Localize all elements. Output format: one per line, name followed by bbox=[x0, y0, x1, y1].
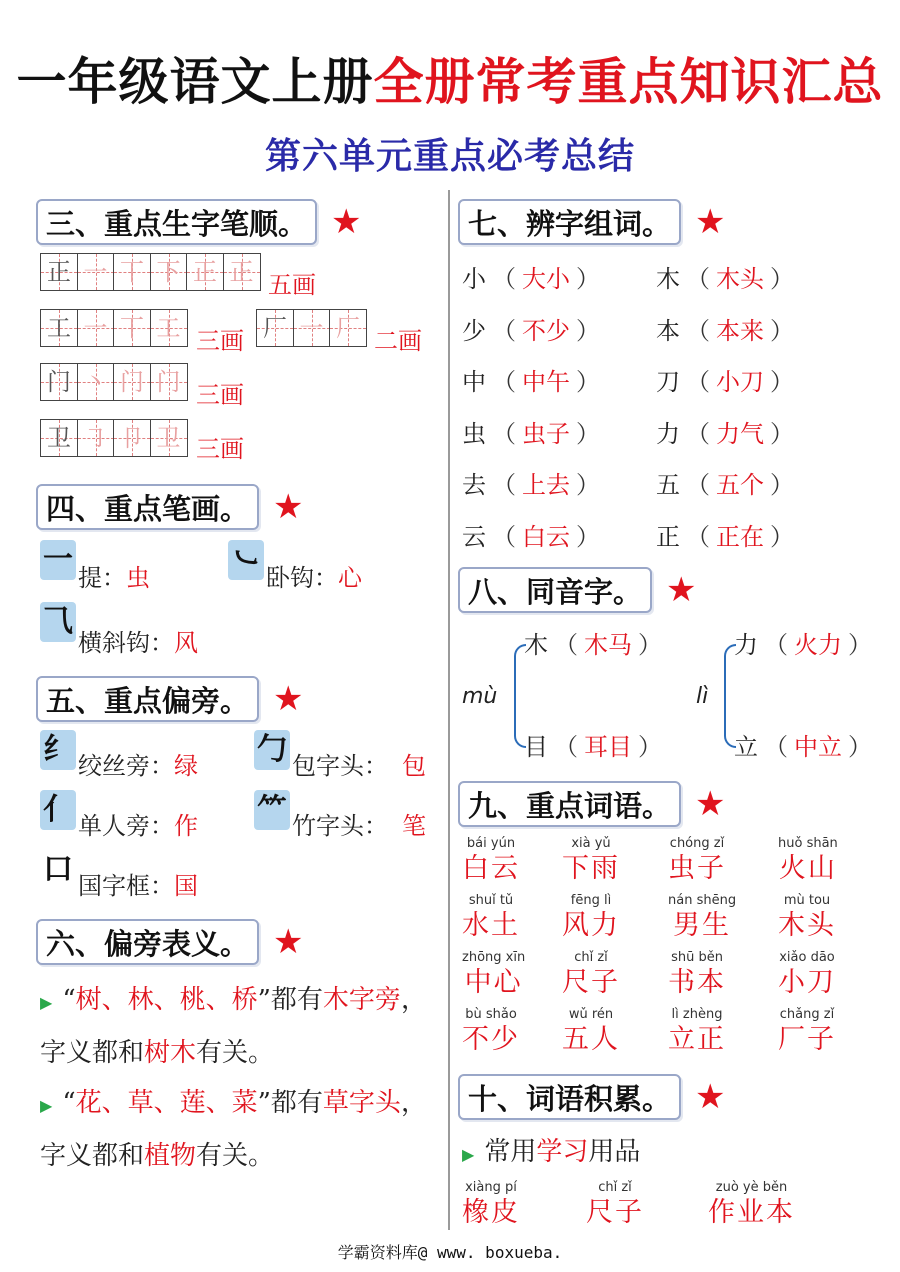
distinguish-pair: 正 （ 正在 ） bbox=[656, 522, 794, 551]
footer-watermark: 学霸资料库@ www. boxueba. bbox=[337, 1243, 563, 1262]
grid-cell: 门 bbox=[150, 363, 188, 401]
stroke-label: 卧钩：心 bbox=[266, 564, 362, 592]
page-subtitle: 第六单元重点必考总结 bbox=[264, 136, 635, 177]
title-part-2: 全册常考重点知识汇总 bbox=[373, 53, 884, 111]
grid-cell: 厂 bbox=[256, 309, 294, 347]
stroke-grid-wei bbox=[40, 419, 186, 457]
section-8-title: 八、同音字。 bbox=[458, 567, 652, 613]
stroke-grid-gong bbox=[40, 309, 186, 347]
radical-guozi-icon: 口 bbox=[40, 850, 76, 890]
key-word: shuǐ tǔ 水土 bbox=[462, 893, 520, 941]
radical-jiaosi-icon: 纟 bbox=[40, 730, 76, 770]
grid-cell: 一 bbox=[293, 309, 331, 347]
star-icon: ★ bbox=[273, 487, 304, 527]
stroke-count: 三画 bbox=[196, 381, 244, 409]
accumulate-word: zuò yè běn 作业本 bbox=[708, 1180, 795, 1228]
triangle-bullet-icon: ▶ bbox=[40, 993, 53, 1012]
accumulate-intro: ▶ 常用学习用品 bbox=[462, 1137, 641, 1167]
meaning-paragraph-2: ▶ “花、草、莲、菜”都有草字头，字义都和植物有关。 bbox=[40, 1088, 427, 1171]
star-icon: ★ bbox=[273, 922, 304, 962]
meaning-paragraph-1: ▶ “树、林、桃、桥”都有木字旁，字义都和树木有关。 bbox=[40, 985, 427, 1068]
homophone-pinyin: mù bbox=[462, 684, 498, 709]
key-word: mù tou 木头 bbox=[778, 893, 836, 941]
key-word: lì zhèng 立正 bbox=[668, 1007, 726, 1055]
distinguish-pair: 小 （ 大小 ） bbox=[462, 265, 600, 293]
key-word: chóng zǐ 虫子 bbox=[668, 836, 726, 884]
key-word: zhōng xīn 中心 bbox=[462, 950, 526, 998]
key-word: wǔ rén 五人 bbox=[562, 1007, 620, 1055]
section-10-header bbox=[458, 1075, 726, 1119]
section-9-header bbox=[458, 782, 726, 826]
key-word: nán shēng 男生 bbox=[668, 893, 737, 941]
stroke-hengxiegou-icon: ⺄ bbox=[40, 602, 76, 642]
radical-baozi-icon: 勹 bbox=[254, 730, 290, 770]
title-part-1: 一年级语文上册 bbox=[16, 53, 374, 111]
homophone-pair: 立 （ 中立 ） bbox=[734, 733, 872, 761]
grid-cell: 工 bbox=[40, 309, 78, 347]
key-word: bái yún 白云 bbox=[462, 836, 520, 884]
radical-label: 绞丝旁：绿 bbox=[78, 752, 198, 780]
key-word: bù shǎo 不少 bbox=[462, 1007, 520, 1055]
key-word: shū běn 书本 bbox=[668, 950, 726, 998]
stroke-grid-chang bbox=[256, 309, 366, 347]
column-divider bbox=[448, 190, 450, 1230]
section-7-title: 七、辨字组词。 bbox=[458, 199, 681, 245]
stroke-grid-men bbox=[40, 363, 186, 401]
homophone-pair: 木 （ 木马 ） bbox=[524, 631, 662, 659]
distinguish-pair: 去 （ 上去 ） bbox=[462, 471, 600, 499]
distinguish-pair: 虫 （ 虫子 ） bbox=[462, 419, 600, 448]
grid-cell: 卫 bbox=[150, 419, 188, 457]
stroke-count: 三画 bbox=[196, 327, 244, 355]
grid-cell: 一 bbox=[77, 309, 115, 347]
distinguish-pair: 本 （ 本来 ） bbox=[656, 316, 794, 345]
grid-cell: 门 bbox=[113, 363, 151, 401]
star-icon: ★ bbox=[695, 202, 726, 242]
distinguish-pair: 刀 （ 小刀 ） bbox=[656, 368, 794, 396]
star-icon: ★ bbox=[273, 679, 304, 719]
grid-cell: 丅 bbox=[113, 309, 151, 347]
grid-cell: 正 bbox=[40, 253, 78, 291]
distinguish-pair: 云 （ 白云 ） bbox=[462, 522, 600, 551]
section-6-header bbox=[36, 920, 304, 964]
stroke-count: 五画 bbox=[268, 271, 316, 299]
key-word: chǐ zǐ 尺子 bbox=[562, 950, 620, 998]
radical-label: 竹字头： 笔 bbox=[292, 812, 426, 840]
star-icon: ★ bbox=[695, 784, 726, 824]
star-icon: ★ bbox=[331, 202, 362, 242]
accumulate-word: xiàng pí 橡皮 bbox=[462, 1180, 520, 1228]
homophone-pinyin: lì bbox=[696, 684, 709, 709]
distinguish-pair: 少 （ 不少 ） bbox=[462, 316, 600, 345]
grid-cell: 正 bbox=[223, 253, 261, 291]
homophone-pair: 力 （ 火力 ） bbox=[734, 631, 872, 659]
grid-cell: 丅 bbox=[113, 253, 151, 291]
grid-cell: 下 bbox=[150, 253, 188, 291]
key-word: chǎng zǐ 厂子 bbox=[778, 1007, 836, 1055]
distinguish-pair: 五 （ 五个 ） bbox=[656, 471, 794, 499]
triangle-bullet-icon: ▶ bbox=[462, 1145, 475, 1164]
key-word: fēng lì 风力 bbox=[562, 893, 620, 941]
grid-cell: 一 bbox=[77, 253, 115, 291]
page-title bbox=[0, 52, 900, 112]
section-8-header bbox=[458, 568, 697, 612]
section-5-header bbox=[36, 677, 304, 721]
radical-zhuzi-icon: ⺮ bbox=[254, 790, 290, 830]
stroke-label: 横斜钩：风 bbox=[78, 629, 198, 657]
key-word: huǒ shān 火山 bbox=[778, 836, 838, 884]
radical-label: 单人旁：作 bbox=[78, 812, 198, 840]
grid-cell: 卩 bbox=[113, 419, 151, 457]
triangle-bullet-icon: ▶ bbox=[40, 1096, 53, 1115]
section-4-title: 四、重点笔画。 bbox=[36, 484, 259, 530]
star-icon: ★ bbox=[695, 1077, 726, 1117]
grid-cell: ㇆ bbox=[77, 419, 115, 457]
section-3-header bbox=[36, 200, 362, 244]
homophone-pair: 目 （ 耳目 ） bbox=[524, 733, 662, 761]
star-icon: ★ bbox=[666, 570, 697, 610]
distinguish-pair: 力 （ 力气 ） bbox=[656, 419, 794, 448]
section-7-header bbox=[458, 200, 726, 244]
section-6-title: 六、偏旁表义。 bbox=[36, 919, 259, 965]
radical-danren-icon: 亻 bbox=[40, 790, 76, 830]
radical-label: 国字框：国 bbox=[78, 872, 198, 900]
stroke-count: 二画 bbox=[374, 327, 422, 355]
section-3-title: 三、重点生字笔顺。 bbox=[36, 199, 317, 245]
grid-cell: 丶 bbox=[77, 363, 115, 401]
stroke-grid-zheng bbox=[40, 253, 259, 291]
stroke-wogou-icon: ㇃ bbox=[228, 540, 264, 580]
stroke-label: 提：虫 bbox=[78, 564, 150, 592]
section-4-header bbox=[36, 485, 304, 529]
distinguish-pair: 中 （ 中午 ） bbox=[462, 368, 600, 396]
section-9-title: 九、重点词语。 bbox=[458, 781, 681, 827]
radical-label: 包字头： 包 bbox=[292, 752, 426, 780]
stroke-ti-icon: 一 bbox=[40, 540, 76, 580]
grid-cell: 正 bbox=[186, 253, 224, 291]
grid-cell: 工 bbox=[150, 309, 188, 347]
stroke-count: 三画 bbox=[196, 435, 244, 463]
accumulate-word: chǐ zǐ 尺子 bbox=[586, 1180, 644, 1228]
section-10-title: 十、词语积累。 bbox=[458, 1074, 681, 1120]
distinguish-pair: 木 （ 木头 ） bbox=[656, 265, 794, 293]
key-word: xiǎo dāo 小刀 bbox=[778, 950, 836, 998]
grid-cell: 卫 bbox=[40, 419, 78, 457]
grid-cell: 门 bbox=[40, 363, 78, 401]
grid-cell: 厂 bbox=[329, 309, 367, 347]
section-5-title: 五、重点偏旁。 bbox=[36, 676, 259, 722]
key-word: xià yǔ 下雨 bbox=[562, 836, 620, 884]
